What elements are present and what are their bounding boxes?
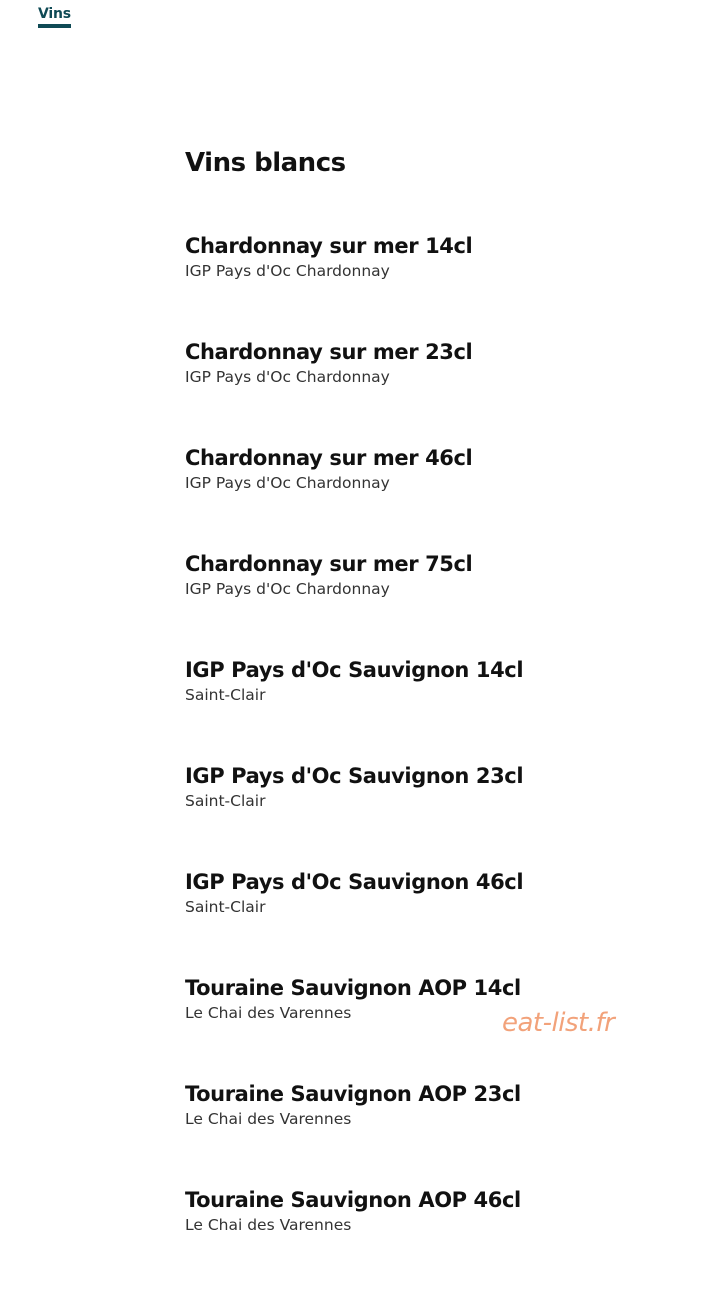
menu-item-name: IGP Pays d'Oc Sauvignon 46cl xyxy=(185,870,524,894)
menu-item[interactable] xyxy=(185,762,685,868)
menu-item-description: IGP Pays d'Oc Chardonnay xyxy=(185,368,390,386)
menu-item[interactable] xyxy=(185,338,685,444)
menu-item[interactable] xyxy=(185,1186,685,1292)
menu-item-description: Le Chai des Varennes xyxy=(185,1004,352,1022)
section-title: Vins blancs xyxy=(185,148,346,178)
menu-item-name: Chardonnay sur mer 46cl xyxy=(185,446,473,470)
menu-item-name: Chardonnay sur mer 23cl xyxy=(185,340,473,364)
menu-item-name: Touraine Sauvignon AOP 14cl xyxy=(185,976,521,1000)
tab-vins[interactable]: Vins xyxy=(38,6,71,28)
menu-item[interactable] xyxy=(185,444,685,550)
menu-item-name: Touraine Sauvignon AOP 23cl xyxy=(185,1082,521,1106)
menu-item-description: Le Chai des Varennes xyxy=(185,1110,352,1128)
menu-item-description: Saint-Clair xyxy=(185,898,266,916)
menu-item[interactable] xyxy=(185,232,685,338)
menu-item-name: Touraine Sauvignon AOP 46cl xyxy=(185,1188,521,1212)
menu-item-name: IGP Pays d'Oc Sauvignon 23cl xyxy=(185,764,524,788)
menu-item-name: IGP Pays d'Oc Sauvignon 14cl xyxy=(185,658,524,682)
menu-item[interactable] xyxy=(185,656,685,762)
menu-item-description: Saint-Clair xyxy=(185,686,266,704)
watermark: eat-list.fr xyxy=(502,1008,615,1038)
menu-item-description: IGP Pays d'Oc Chardonnay xyxy=(185,474,390,492)
menu-item-list xyxy=(185,232,685,1292)
menu-item[interactable] xyxy=(185,868,685,974)
menu-item[interactable] xyxy=(185,1080,685,1186)
menu-item[interactable] xyxy=(185,550,685,656)
menu-item-name: Chardonnay sur mer 14cl xyxy=(185,234,473,258)
menu-item-description: IGP Pays d'Oc Chardonnay xyxy=(185,580,390,598)
menu-item-description: Le Chai des Varennes xyxy=(185,1216,352,1234)
menu-item-description: IGP Pays d'Oc Chardonnay xyxy=(185,262,390,280)
menu-item-name: Chardonnay sur mer 75cl xyxy=(185,552,473,576)
menu-item-description: Saint-Clair xyxy=(185,792,266,810)
